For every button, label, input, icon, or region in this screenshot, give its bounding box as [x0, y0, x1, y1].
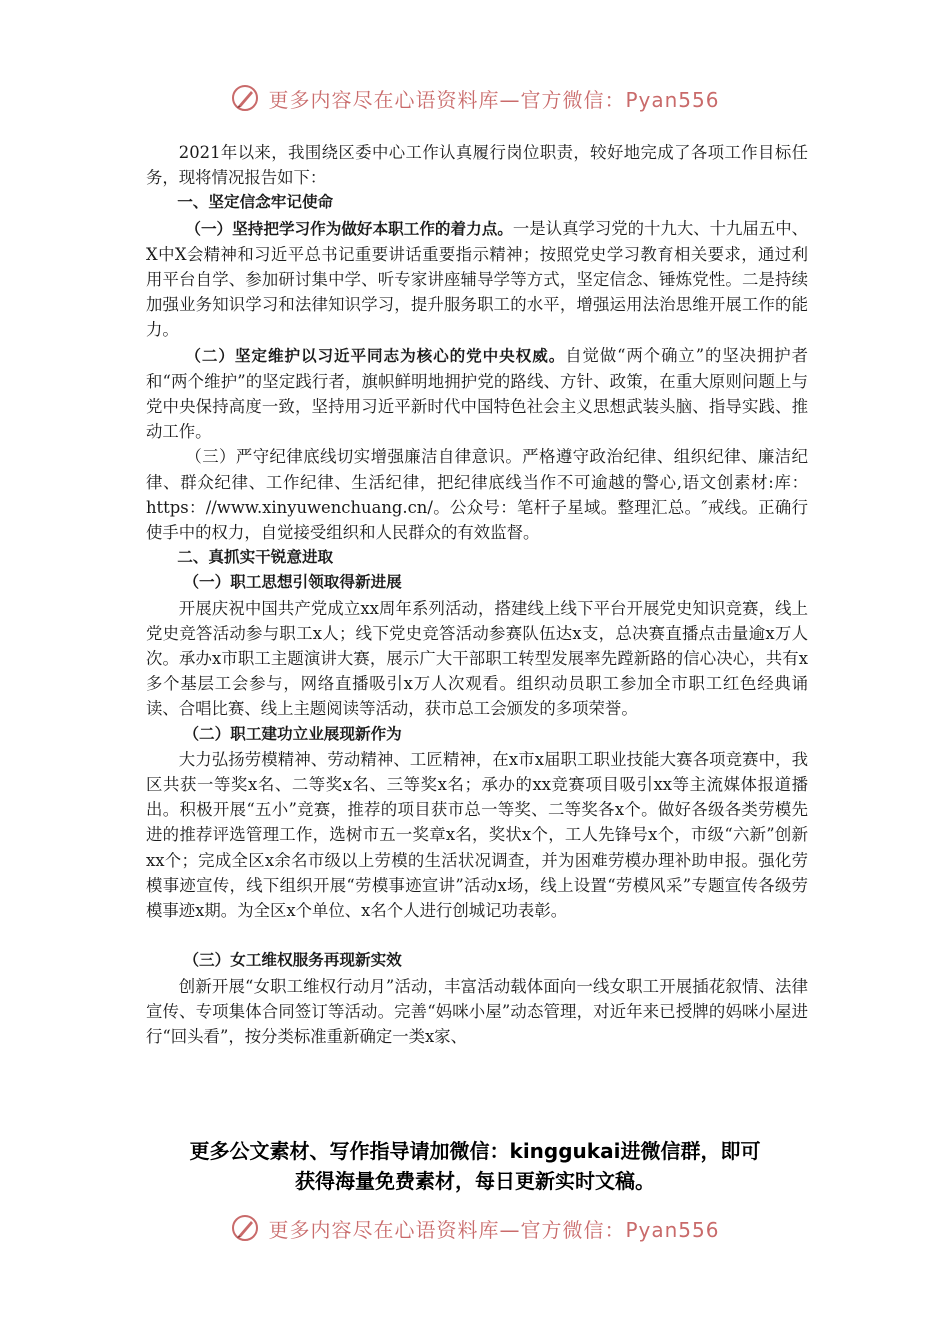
pen-logo-icon — [230, 83, 260, 113]
intro-paragraph: 2021年以来，我围绕区委中心工作认真履行岗位职责，较好地完成了各项工作目标任务，现将情况报告如下： — [146, 143, 808, 188]
section-1-item-3: （三）严守纪律底线切实增强廉洁自律意识。严格遵守政治纪律、组织纪律、廉洁纪律、群众纪律、工作纪律、生活纪律，把纪律底线当作不可逾越的警心,语文创素材:库：https：//www.xinyuwenchuang.cn/。公众号：笔杆子星域。整理汇总。″戒线。正确行使手中的权力，自觉接受组织和人民群众的有效监督。 — [146, 447, 808, 543]
section-2-item-2-heading: （二）职工建功立业展现新作为 — [183, 724, 402, 743]
promo-line-2: 获得海量免费素材，每日更新实时文稿。 — [295, 1169, 655, 1193]
section-2-item-1-text: 开展庆祝中国共产党成立xx周年系列活动，搭建线上线下平台开展党史知识竞赛，线上党史竞答活动参与职工x人；线下党史竞答活动参赛队伍达x支，总决赛直播点击量逾x万人次。承办x市职工主题演讲大赛，展示广大干部职工转型发展率先蹚新路的信心决心，共有x多个基层工会参与，网络直播吸引x万人次观看。组织动员职工参加全市职工红色经典诵读、合唱比赛、线上主题阅读等活动，获市总工会颁发的多项荣誉。 — [146, 598, 808, 719]
header-banner — [0, 76, 950, 120]
section-2-item-1-heading: （一）职工思想引领取得新进展 — [183, 573, 402, 592]
section-1-item-2-text: 自觉做“两个确立”的坚决拥护者和“两个维护”的坚定践行者，旗帜鲜明地拥护党的路线、方针、政策，在重大原则问题上与党中央保持高度一致，坚持用习近平新时代中国特色社会主义思想武装头脑、指导实践、推动工作。 — [146, 345, 808, 442]
promo-line-1: 更多公文素材、写作指导请加微信：kinggukai进微信群，即可 — [189, 1139, 761, 1163]
section-1-item-2-lead: （二）坚定维护以习近平同志为核心的党中央权威。 — [185, 346, 566, 365]
section-1-item-1-lead: （一）坚持把学习作为做好本职工作的着力点。 — [185, 219, 513, 238]
section-2-item-3-heading: （三）女工维权服务再现新实效 — [183, 951, 402, 970]
footer-banner-text: 更多内容尽在心语资料库—官方微信：Pyan556 — [268, 1217, 720, 1242]
section-1-item-2 — [146, 343, 808, 445]
footer-banner — [0, 1206, 950, 1250]
section-1-item-1-text: 一是认真学习党的十九大、十九届五中、X中X会精神和习近平总书记重要讲话重要指示精神；按照党史学习教育相关要求，通过利用平台自学、参加研讨集中学、听专家讲座辅导学等方式，坚定信念、锤炼党性。二是持续加强业务知识学习和法律知识学习，提升服务职工的水平，增强运用法治思维开展工作的能力。 — [146, 218, 808, 340]
section-2-item-3-text: 创新开展“女职工维权行动月”活动，丰富活动载体面向一线女职工开展插花叙情、法律宣传、专项集体合同签订等活动。完善“妈咪小屋”动态管理，对近年来已授牌的妈咪小屋进行“回头看”，按分类标准重新确定一类x家、 — [146, 976, 808, 1046]
section-1-item-1 — [146, 216, 808, 343]
section-2-heading: 二、真抓实干锐意进取 — [177, 548, 334, 567]
section-2-item-2-text: 大力弘扬劳模精神、劳动精神、工匠精神，在x市x届职工职业技能大赛各项竞赛中，我区共获一等奖x名、二等奖x名、三等奖x名；承办的xx竞赛项目吸引xx等主流媒体报道播出。积极开展“五小”竞赛，推荐的项目获市总一等奖、二等奖各x个。做好各级各类劳模先进的推荐评选管理工作，选树市五一奖章x名，奖状x个，工人先锋号x个，市级“六新”创新xx个；完成全区x余名市级以上劳模的生活状况调查，并为困难劳模办理补助申报。强化劳模事迹宣传，线下组织开展“劳模事迹宣讲”活动x场，线上设置“劳模风采”专题宣传各级劳模事迹x期。为全区x个单位、x名个人进行创城记功表彰。 — [146, 749, 808, 921]
header-banner-text: 更多内容尽在心语资料库—官方微信：Pyan556 — [268, 87, 720, 112]
pen-logo-icon — [230, 1213, 260, 1243]
document-body — [146, 140, 808, 1049]
promo-notice — [120, 1136, 830, 1196]
section-1-heading: 一、坚定信念牢记使命 — [177, 193, 334, 212]
